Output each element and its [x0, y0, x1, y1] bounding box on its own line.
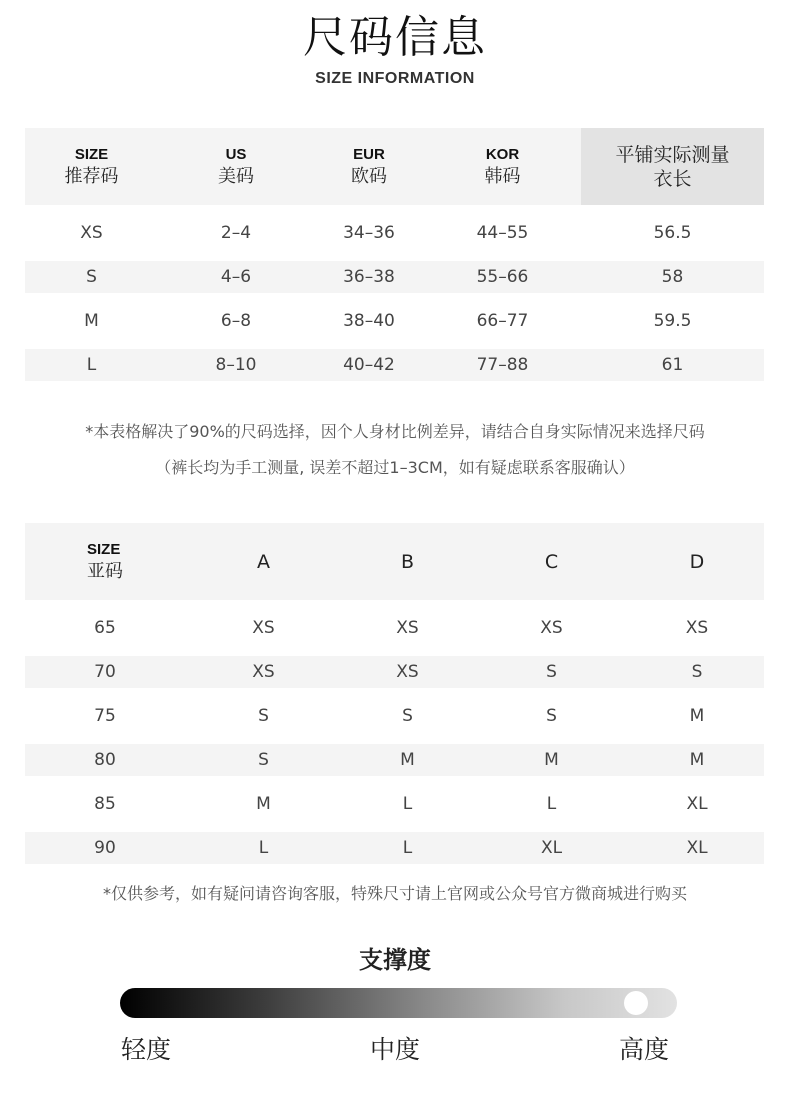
table-cell: M: [689, 706, 705, 726]
header-length: [581, 128, 764, 205]
table-cell: 4–6: [158, 261, 314, 293]
header-length-line2: 衣长: [653, 167, 692, 190]
table-cell: L: [342, 832, 473, 864]
header-us: [158, 128, 314, 205]
table-cell: 85: [94, 794, 116, 814]
table-cell: XS: [185, 656, 342, 688]
table-cell: 44–55: [476, 223, 529, 243]
table-cell: 61: [581, 349, 764, 381]
table-cell: 36–38: [314, 261, 424, 293]
table-cell: S: [546, 706, 557, 726]
table-row: [25, 656, 764, 688]
table-cell: 56.5: [653, 223, 692, 243]
header-cup-b-label: B: [400, 550, 415, 573]
table-cell: M: [342, 744, 473, 776]
table-cell: S: [185, 744, 342, 776]
table-row: [25, 261, 764, 293]
support-label-medium: 中度: [369, 1035, 420, 1064]
table-cell: XL: [686, 794, 708, 814]
header-cup-b: [342, 523, 473, 600]
header-size-en: SIZE: [74, 145, 109, 163]
table-cell: 77–88: [424, 349, 581, 381]
table-cell: S: [473, 656, 630, 688]
table-cell: 80: [25, 744, 185, 776]
support-level-knob: [624, 991, 648, 1015]
header-asian-size-cn: 亚码: [87, 560, 123, 582]
table-cell: M: [84, 311, 99, 331]
header-cup-c-label: C: [544, 550, 559, 573]
table-cell: XS: [80, 223, 103, 243]
table-cell: L: [546, 794, 557, 814]
support-level-bar: [120, 988, 677, 1018]
table-row: [25, 205, 764, 261]
page-title: 尺码信息: [303, 12, 487, 63]
table-cell: 2–4: [220, 223, 252, 243]
table-cell: XL: [630, 832, 764, 864]
table-cell: M: [256, 794, 271, 814]
table-cell: XS: [540, 618, 563, 638]
header-eur-en: EUR: [353, 145, 385, 163]
table-cell: S: [25, 261, 158, 293]
measurement-note: （裤长均为手工测量, 误差不超过1–3CM，如有疑虑联系客服确认）: [155, 458, 635, 477]
cup-size-header-row: [25, 523, 764, 600]
table-cell: S: [402, 706, 413, 726]
header-asian-size-en: SIZE: [87, 540, 121, 558]
table-row: [25, 293, 764, 349]
header-asian-size: [25, 523, 185, 600]
reference-note: *仅供参考，如有疑问请咨询客服，特殊尺寸请上官网或公众号官方微商城进行购买: [102, 884, 687, 903]
table-row: [25, 688, 764, 744]
cup-size-table: [25, 523, 764, 864]
support-label-high: 高度: [618, 1035, 669, 1064]
table-cell: S: [630, 656, 764, 688]
table-cell: XS: [342, 656, 473, 688]
table-cell: 59.5: [653, 311, 692, 331]
support-label-light: 轻度: [120, 1035, 171, 1064]
table-cell: 90: [25, 832, 185, 864]
table-cell: M: [473, 744, 630, 776]
header-eur: [314, 128, 424, 205]
header-cup-d-label: D: [689, 550, 705, 573]
page-subtitle: SIZE INFORMATION: [315, 70, 475, 87]
table-cell: L: [25, 349, 158, 381]
header-cup-a-label: A: [257, 550, 270, 573]
header-eur-cn: 欧码: [351, 165, 387, 187]
table-row: [25, 349, 764, 381]
table-cell: 66–77: [476, 311, 529, 331]
table-cell: L: [185, 832, 342, 864]
table-cell: 70: [25, 656, 185, 688]
table-cell: XS: [685, 618, 709, 638]
table-cell: S: [258, 706, 269, 726]
header-cup-c: [473, 523, 630, 600]
header-us-cn: 美码: [218, 165, 254, 187]
table-row: [25, 776, 764, 832]
table-cell: 6–8: [220, 311, 252, 331]
table-cell: 38–40: [343, 311, 395, 331]
size-chart-table: [25, 128, 764, 381]
table-cell: 75: [94, 706, 116, 726]
header-kor: [424, 128, 581, 205]
header-kor-en: KOR: [485, 145, 520, 163]
support-title: 支撑度: [359, 946, 431, 974]
table-cell: 40–42: [314, 349, 424, 381]
table-cell: XS: [252, 618, 275, 638]
table-row: [25, 744, 764, 776]
header-kor-cn: 韩码: [484, 165, 521, 187]
table-cell: M: [630, 744, 764, 776]
table-cell: 55–66: [424, 261, 581, 293]
size-chart-header-row: [25, 128, 764, 205]
header-us-en: US: [225, 145, 247, 163]
header-cup-a: [185, 523, 342, 600]
table-cell: L: [402, 794, 413, 814]
table-cell: 58: [581, 261, 764, 293]
header-size-cn: 推荐码: [64, 165, 119, 187]
table-cell: XL: [473, 832, 630, 864]
table-cell: XS: [396, 618, 419, 638]
table-row: [25, 832, 764, 864]
table-cell: 34–36: [343, 223, 395, 243]
header-size: [25, 128, 158, 205]
size-note: *本表格解决了90%的尺码选择，因个人身材比例差异，请结合自身实际情况来选择尺码: [85, 422, 705, 441]
header-length-line1: 平铺实际测量: [615, 143, 730, 166]
table-cell: 65: [94, 618, 116, 638]
table-row: [25, 600, 764, 656]
table-cell: 8–10: [158, 349, 314, 381]
header-cup-d: [630, 523, 764, 600]
